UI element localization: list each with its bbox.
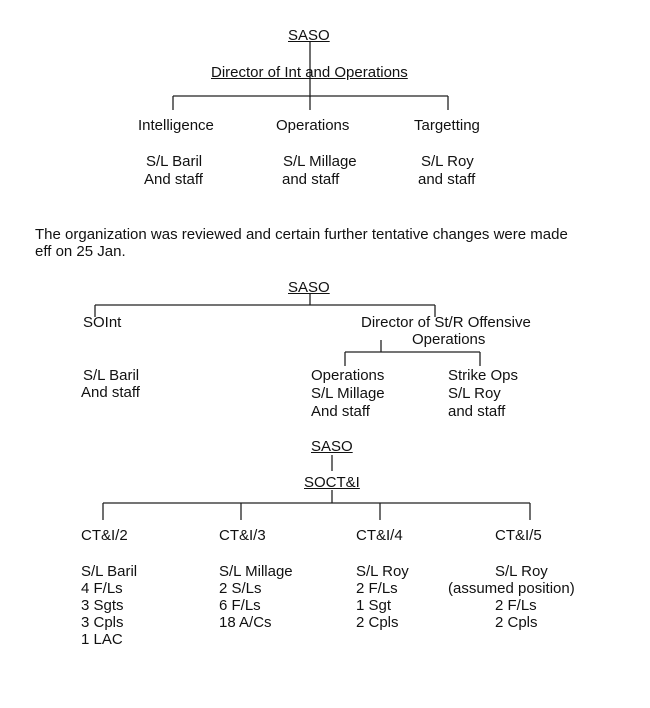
c2-strike-ops-line: and staff [448,403,506,420]
c1-branch-targetting-title: Targetting [414,117,480,134]
c3-saso: SASO [311,438,353,455]
c3-cti5-line: 2 Cpls [495,614,538,631]
c1-branch-operations-line: and staff [282,171,340,188]
c3-cti4-line: 2 F/Ls [356,580,398,597]
c3-cti2-line: 3 Cpls [81,614,124,631]
c1-branch-targetting-line: and staff [418,171,476,188]
c3-cti5-line: S/L Roy [495,563,548,580]
c3-cti4-line: 2 Cpls [356,614,399,631]
c1-branch-intelligence-line: And staff [144,171,203,188]
c3-cti5-line: (assumed position) [448,580,575,597]
c3-cti5-title: CT&I/5 [495,527,542,544]
c2-operations-line: Operations [311,367,385,384]
c3-cti2-line: 1 LAC [81,631,123,648]
c3-cti3-line: 18 A/Cs [219,614,272,631]
c2-operations-line: And staff [311,403,370,420]
c3-soct-i: SOCT&I [304,474,360,491]
c3-cti4-line: 1 Sgt [356,597,392,614]
c2-soint-line: S/L Baril [83,367,140,384]
c3-cti3-title: CT&I/3 [219,527,266,544]
c2-operations-line: S/L Millage [311,385,385,402]
c2-strike-ops-line: Strike Ops [448,367,519,384]
c3-cti4-title: CT&I/4 [356,527,403,544]
c3-cti2-title: CT&I/2 [81,527,128,544]
c3-cti2-line: 3 Sgts [81,597,124,614]
c1-branch-operations-title: Operations [276,117,350,134]
c1-branch-intelligence-line: S/L Baril [146,153,203,170]
paragraph-line-1: The organization was reviewed and certain further tentative changes were made [35,226,568,243]
c1-branch-operations-line: S/L Millage [283,153,357,170]
c3-cti5-line: 2 F/Ls [495,597,537,614]
c2-strike-ops-line: S/L Roy [448,385,501,402]
c3-cti2-line: S/L Baril [81,563,138,580]
c3-cti3-line: 2 S/Ls [219,580,262,597]
c2-saso: SASO [288,279,330,296]
c1-branch-intelligence-title: Intelligence [138,117,214,134]
c2-soint-line: And staff [81,384,140,401]
c1-branch-targetting-line: S/L Roy [421,153,474,170]
c3-cti4-line: S/L Roy [356,563,409,580]
c3-cti2-line: 4 F/Ls [81,580,123,597]
c2-director-line-2: Operations [412,331,486,348]
c3-cti3-line: S/L Millage [219,563,293,580]
c2-soint-title: SOInt [83,314,122,331]
c2-director-line-1: Director of St/R Offensive [361,314,531,331]
c1-director: Director of Int and Operations [211,64,408,81]
c1-saso: SASO [288,27,330,44]
paragraph-line-2: eff on 25 Jan. [35,243,126,260]
c3-cti3-line: 6 F/Ls [219,597,261,614]
